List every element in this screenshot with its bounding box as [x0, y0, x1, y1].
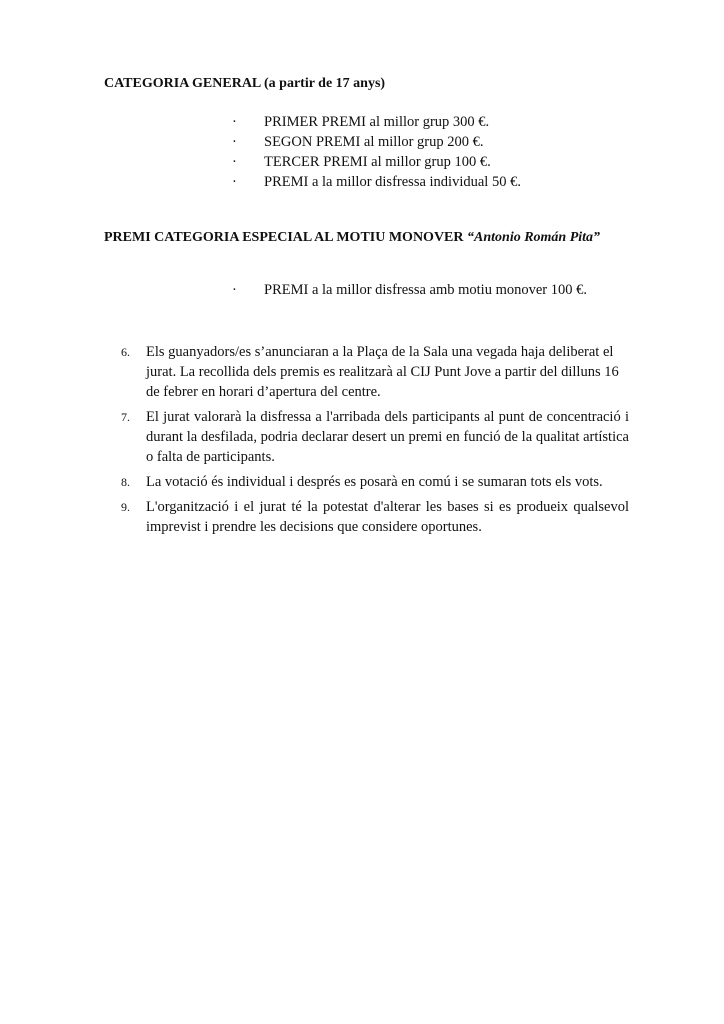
list-item: [232, 112, 521, 132]
special-heading-prefix: PREMI CATEGORIA ESPECIAL AL MOTIU MONOVER: [104, 230, 468, 245]
list-item: [121, 407, 629, 467]
special-heading-name: “Antonio Román Pita”: [467, 230, 601, 245]
rule-number: 6.: [121, 345, 130, 359]
prize-text: PREMI a la millor disfressa amb motiu monover 100 €.: [264, 282, 587, 298]
list-item: [232, 172, 521, 192]
special-category-heading: [104, 228, 600, 248]
bullet-icon: ·: [232, 282, 237, 298]
list-item: [121, 342, 629, 402]
general-prizes-list: [232, 112, 521, 192]
general-category-heading: CATEGORIA GENERAL (a partir de 17 anys): [104, 76, 386, 91]
rule-text: L'organització i el jurat té la potestat d'alterar les bases si es produeix qualsevol imprevist i prendre les decisions que considere oportunes.: [146, 499, 629, 535]
list-item: [232, 280, 587, 300]
bullet-icon: ·: [232, 114, 237, 130]
list-item: [232, 152, 521, 172]
list-item: [121, 497, 629, 537]
bullet-icon: ·: [232, 174, 237, 190]
list-item: [121, 472, 629, 492]
rule-number: 8.: [121, 475, 130, 489]
rule-text: La votació és individual i després es posarà en comú i se sumaran tots els vots.: [146, 474, 603, 490]
bullet-icon: ·: [232, 154, 237, 170]
rule-text: El jurat valorarà la disfressa a l'arribada dels participants al punt de concentració i durant la desfilada, podria declarar desert un premi en funció de la qualitat artística o falta de participants.: [146, 409, 629, 465]
rules-list: [121, 342, 629, 542]
list-item: [232, 132, 521, 152]
prize-text: PREMI a la millor disfressa individual 50 €.: [264, 174, 521, 190]
rule-number: 7.: [121, 410, 130, 424]
prize-text: PRIMER PREMI al millor grup 300 €.: [264, 114, 490, 130]
prize-text: TERCER PREMI al millor grup 100 €.: [264, 154, 491, 170]
rule-number: 9.: [121, 500, 130, 514]
rule-text: Els guanyadors/es s’anunciaran a la Plaça de la Sala una vegada haja deliberat el jurat. La recollida dels premis es realitzarà al CIJ Punt Jove a partir del dilluns 16 de febrer en horari d’apertura del centre.: [146, 344, 619, 400]
prize-text: SEGON PREMI al millor grup 200 €.: [264, 134, 484, 150]
bullet-icon: ·: [232, 134, 237, 150]
special-prizes-list: [232, 280, 587, 300]
